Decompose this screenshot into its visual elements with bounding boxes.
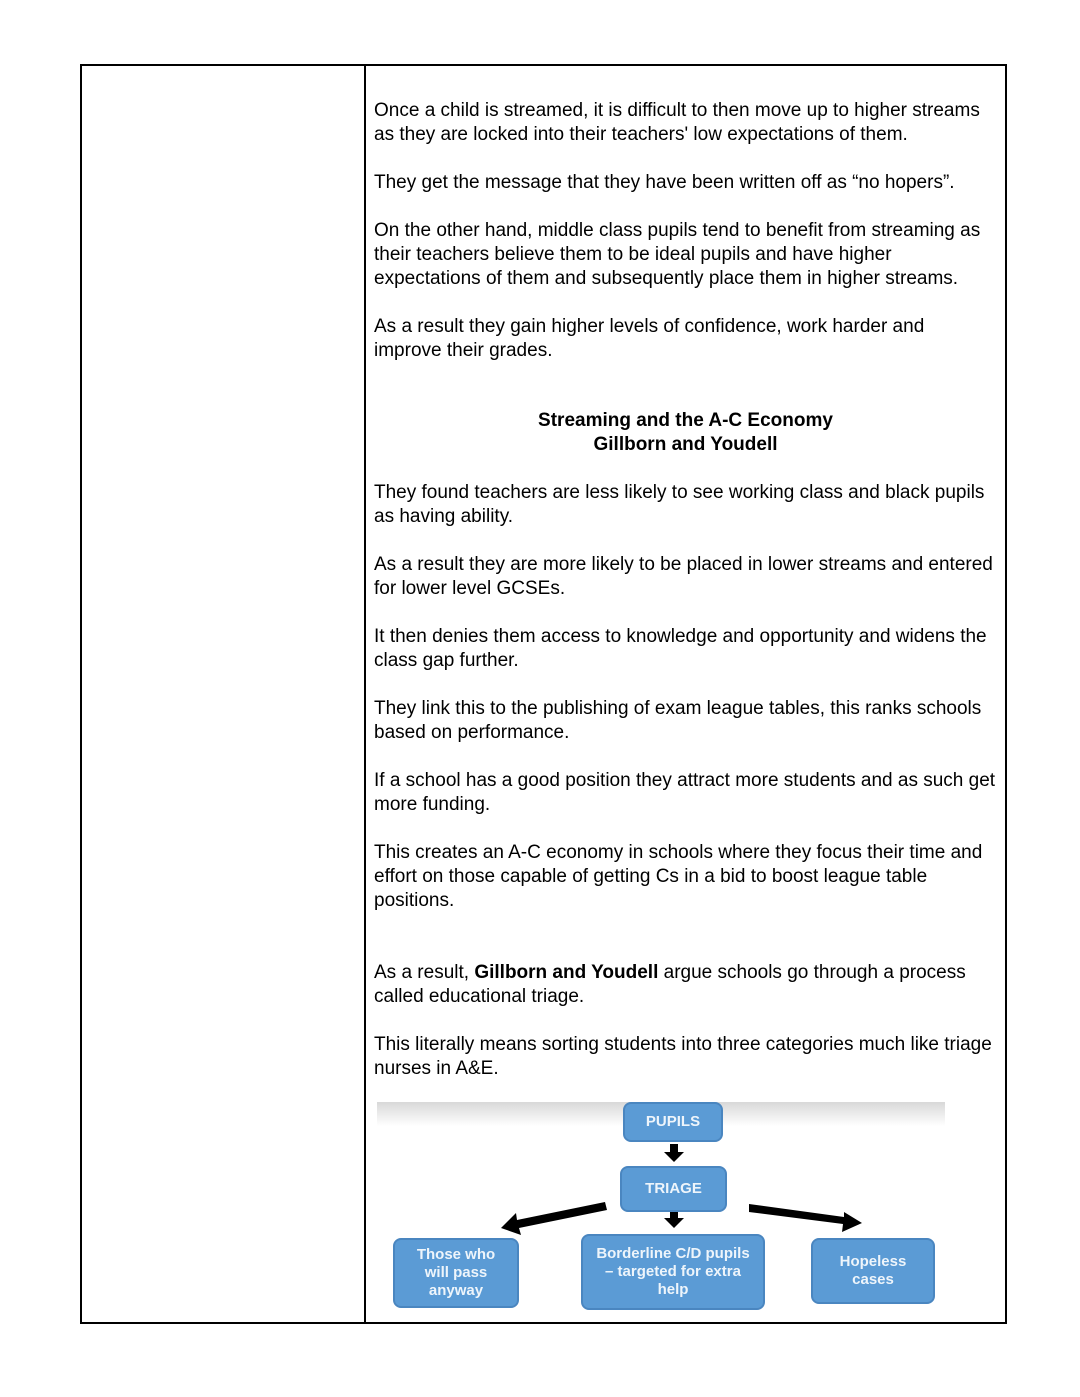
triage-box: TRIAGE (620, 1166, 727, 1212)
paragraph: If a school has a good position they attract more students and as such get more funding. (374, 770, 996, 815)
text-run: argue schools go through a process called educational triage. (374, 962, 966, 1007)
pupils-box: PUPILS (623, 1102, 723, 1142)
heading-title: Streaming and the A-C Economy (538, 410, 833, 431)
borderline-box: Borderline C/D pupils – targeted for extra help (581, 1234, 765, 1310)
triage-diagram (377, 1102, 945, 1314)
paragraph: As a result they are more likely to be placed in lower streams and entered for lower level GCSEs. (374, 554, 993, 599)
bold-authors: Gillborn and Youdell (474, 962, 659, 983)
paragraph (374, 961, 997, 1009)
right-column-cell (366, 66, 1005, 1322)
heading-authors: Gillborn and Youdell (593, 434, 778, 455)
paragraph: This literally means sorting students into three categories much like triage nurses in A&E. (374, 1034, 992, 1079)
text-run: As a result, (374, 962, 475, 983)
paragraph: This creates an A-C economy in schools where they focus their time and effort on those capable of getting Cs in a bid to boost league table positions. (374, 842, 983, 911)
paragraph: They link this to the publishing of exam league tables, this ranks schools based on performance. (374, 698, 982, 743)
paragraph: They get the message that they have been written off as “no hopers”. (374, 172, 955, 193)
hopeless-box: Hopeless cases (811, 1238, 935, 1304)
pass-anyway-box: Those who will pass anyway (393, 1238, 519, 1308)
paragraph: They found teachers are less likely to see working class and black pupils as having ability. (374, 482, 985, 527)
notes-table (80, 64, 1007, 1324)
paragraph: It then denies them access to knowledge and opportunity and widens the class gap further. (374, 626, 987, 671)
section-heading (374, 409, 997, 457)
paragraph: Once a child is streamed, it is difficult to then move up to higher streams as they are locked into their teachers' low expectations of them. (374, 100, 980, 145)
left-column-cell (82, 66, 366, 1322)
paragraph: As a result they gain higher levels of confidence, work harder and improve their grades. (374, 316, 925, 361)
paragraph: On the other hand, middle class pupils tend to benefit from streaming as their teachers believe them to be ideal pupils and have higher expectations of them and subsequently place them in higher streams. (374, 220, 981, 289)
